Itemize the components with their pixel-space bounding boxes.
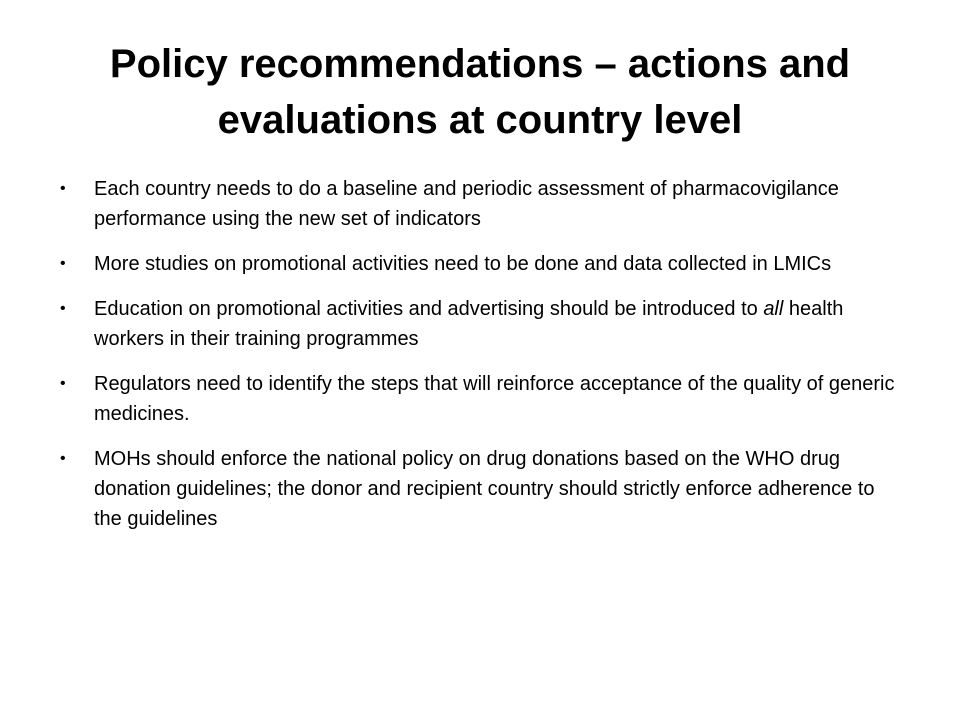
bullet-item (60, 249, 900, 279)
bullet-text-emphasis: all (763, 298, 784, 320)
bullet-text: Regulators need to identify the steps that will reinforce acceptance of the quality of generic medicines. (94, 373, 895, 425)
bullet-text-part: Education on promotional activities and advertising should be introduced to (94, 298, 764, 320)
bullet-text-part: health workers in their training programmes (94, 298, 844, 350)
bullet-text: MOHs should enforce the national policy on drug donations based on the WHO drug donation guidelines; the donor and recipient country should strictly enforce adherence to the guidelines (94, 448, 875, 530)
slide-title: Policy recommendations – actions and evaluations at country level (109, 42, 851, 142)
bullet-text: More studies on promotional activities need to be done and data collected in LMICs (94, 253, 832, 275)
bullet-text (94, 298, 843, 350)
bullet-dot-icon: • (60, 255, 66, 272)
bullet-item (60, 444, 900, 534)
bullet-dot-icon: • (60, 180, 66, 197)
bullet-item (60, 369, 900, 429)
bullet-list (60, 174, 900, 549)
bullet-dot-icon: • (60, 300, 66, 317)
bullet-item (60, 174, 900, 234)
bullet-dot-icon: • (60, 375, 66, 392)
bullet-dot-icon: • (60, 450, 66, 467)
bullet-item (60, 294, 900, 354)
bullet-text: Each country needs to do a baseline and periodic assessment of pharmacovigilance performance using the new set of indicators (94, 178, 839, 230)
